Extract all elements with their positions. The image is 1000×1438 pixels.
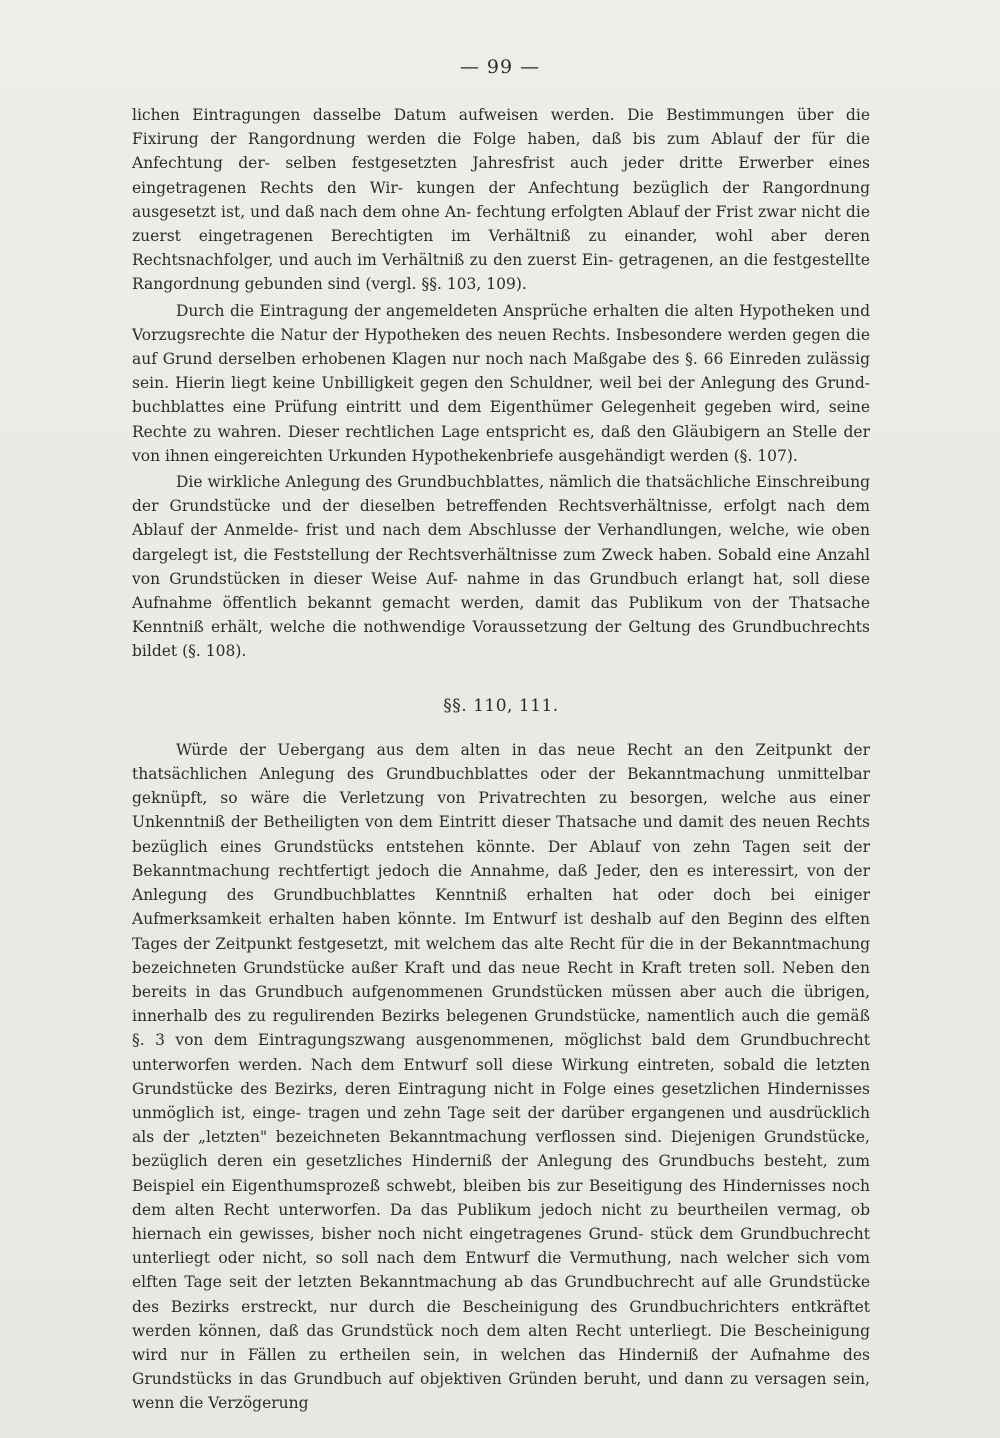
paragraph-3: Die wirkliche Anlegung des Grundbuchblattes, nämlich die thatsächliche Einschreibung der Grundstücke und der dieselben betreffenden Rechtsverhältnisse, erfolgt nach dem Ablauf der Anmelde- frist und nach dem Abschlusse der Verhandlungen, welche, wie oben dargelegt ist, die Feststellung der Rechtsverhältnisse zum Zweck haben. Sobald eine Anzahl von Grundstücken in dieser Weise Auf- nahme in das Grundbuch erlangt hat, soll diese Aufnahme öffentlich bekannt gemacht werden, damit das Publikum von der Thatsache Kenntniß erhält, welche die nothwendige Voraussetzung der Geltung des Grundbuchrechts bildet (§. 108). — [132, 473, 870, 661]
page-number: — 99 — — [459, 56, 541, 78]
paragraph-2: Durch die Eintragung der angemeldeten Ansprüche erhalten die alten Hypotheken und Vorzugsrechte die Natur der Hypotheken des neuen Rechts. Insbesondere werden gegen die auf Grund derselben erhobenen Klagen nur noch nach Maßgabe des §. 66 Einreden zulässig sein. Hierin liegt keine Unbilligkeit gegen den Schuldner, weil bei der Anlegung des Grund- buchblattes eine Prüfung eintritt und dem Eigenthümer Gelegenheit gegeben wird, seine Rechte zu wahren. Dieser rechtlichen Lage entspricht es, daß den Gläubigern an Stelle der von ihnen eingereichten Urkunden Hypothekenbriefe ausgehändigt werden (§. 107). — [132, 301, 870, 465]
body-text — [132, 103, 870, 1416]
paragraph-4: Würde der Uebergang aus dem alten in das neue Recht an den Zeitpunkt der thatsächlichen Anlegung des Grundbuchblattes oder der Bekanntmachung unmittelbar geknüpft, so wäre die Verletzung von Privatrechten zu besorgen, welche aus einer Unkenntniß der Betheiligten von dem Eintritt dieser Thatsache und damit des neuen Rechts bezüglich eines Grundstücks entstehen könnte. Der Ablauf von zehn Tagen seit der Bekanntmachung rechtfertigt jedoch die Annahme, daß Jeder, den es interessirt, von der Anlegung des Grundbuchblattes Kenntniß erhalten hat oder doch bei einiger Aufmerksamkeit erhalten haben könnte. Im Entwurf ist deshalb auf den Beginn des elften Tages der Zeitpunkt festgesetzt, mit welchem das alte Recht für die in der Bekanntmachung bezeichneten Grundstücke außer Kraft und das neue Recht in Kraft treten soll. Neben den bereits in das Grundbuch aufgenommenen Grundstücken müssen aber auch die übrigen, innerhalb des zu regulirenden Bezirks belegenen Grundstücke, namentlich auch die gemäß §. 3 von dem Eintragungszwang ausgenommenen, möglichst bald dem Grundbuchrecht unterworfen werden. Nach dem Entwurf soll diese Wirkung eintreten, sobald die letzten Grundstücke des Bezirks, deren Eintragung nicht in Folge eines gesetzlichen Hindernisses unmöglich ist, einge- tragen und zehn Tage seit der darüber ergangenen und ausdrücklich als der „letzten" bezeichneten Bekanntmachung verflossen sind. Diejenigen Grundstücke, bezüglich deren ein gesetzliches Hinderniß der Anlegung des Grundbuchs besteht, zum Beispiel ein Eigenthumsprozeß schwebt, bleiben bis zur Beseitigung des Hindernisses noch dem alten Recht unterworfen. Da das Publikum jedoch nicht zu beurtheilen vermag, ob hiernach ein gewisses, bisher noch nicht eingetragenes Grund- stück dem Grundbuchrecht unterliegt oder nicht, so soll nach dem Entwurf die Vermuthung, nach welcher sich vom elften Tage seit der letzten Bekanntmachung ab das Grundbuchrecht auf alle Grundstücke des Bezirks erstreckt, nur durch die Bescheinigung des Grundbuchrichters entkräftet werden können, daß das Grundstück noch dem alten Recht unterliegt. Die Bescheinigung wird nur in Fällen zu ertheilen sein, in welchen das Hinderniß der Aufnahme des Grundstücks in das Grundbuch auf objektiven Gründen beruht, und dann zu versagen sein, wenn die Verzögerung — [132, 740, 870, 1413]
paragraph-1: lichen Eintragungen dasselbe Datum aufweisen werden. Die Bestimmungen über die Fixirung der Rangordnung werden die Folge haben, daß bis zum Ablauf der für die Anfechtung der- selben festgesetzten Jahresfrist auch jeder dritte Erwerber eines eingetragenen Rechts den Wir- kungen der Anfechtung bezüglich der Rangordnung ausgesetzt ist, und daß nach dem ohne An- fechtung erfolgten Ablauf der Frist zwar nicht die zuerst eingetragenen Berechtigten im Verhältniß zu einander, wohl aber deren Rechtsnachfolger, und auch im Verhältniß zu den zuerst Ein- getragenen, an die festgestellte Rangordnung gebunden sind (vergl. §§. 103, 109). — [132, 106, 870, 294]
section-heading: §§. 110, 111. — [443, 695, 559, 716]
